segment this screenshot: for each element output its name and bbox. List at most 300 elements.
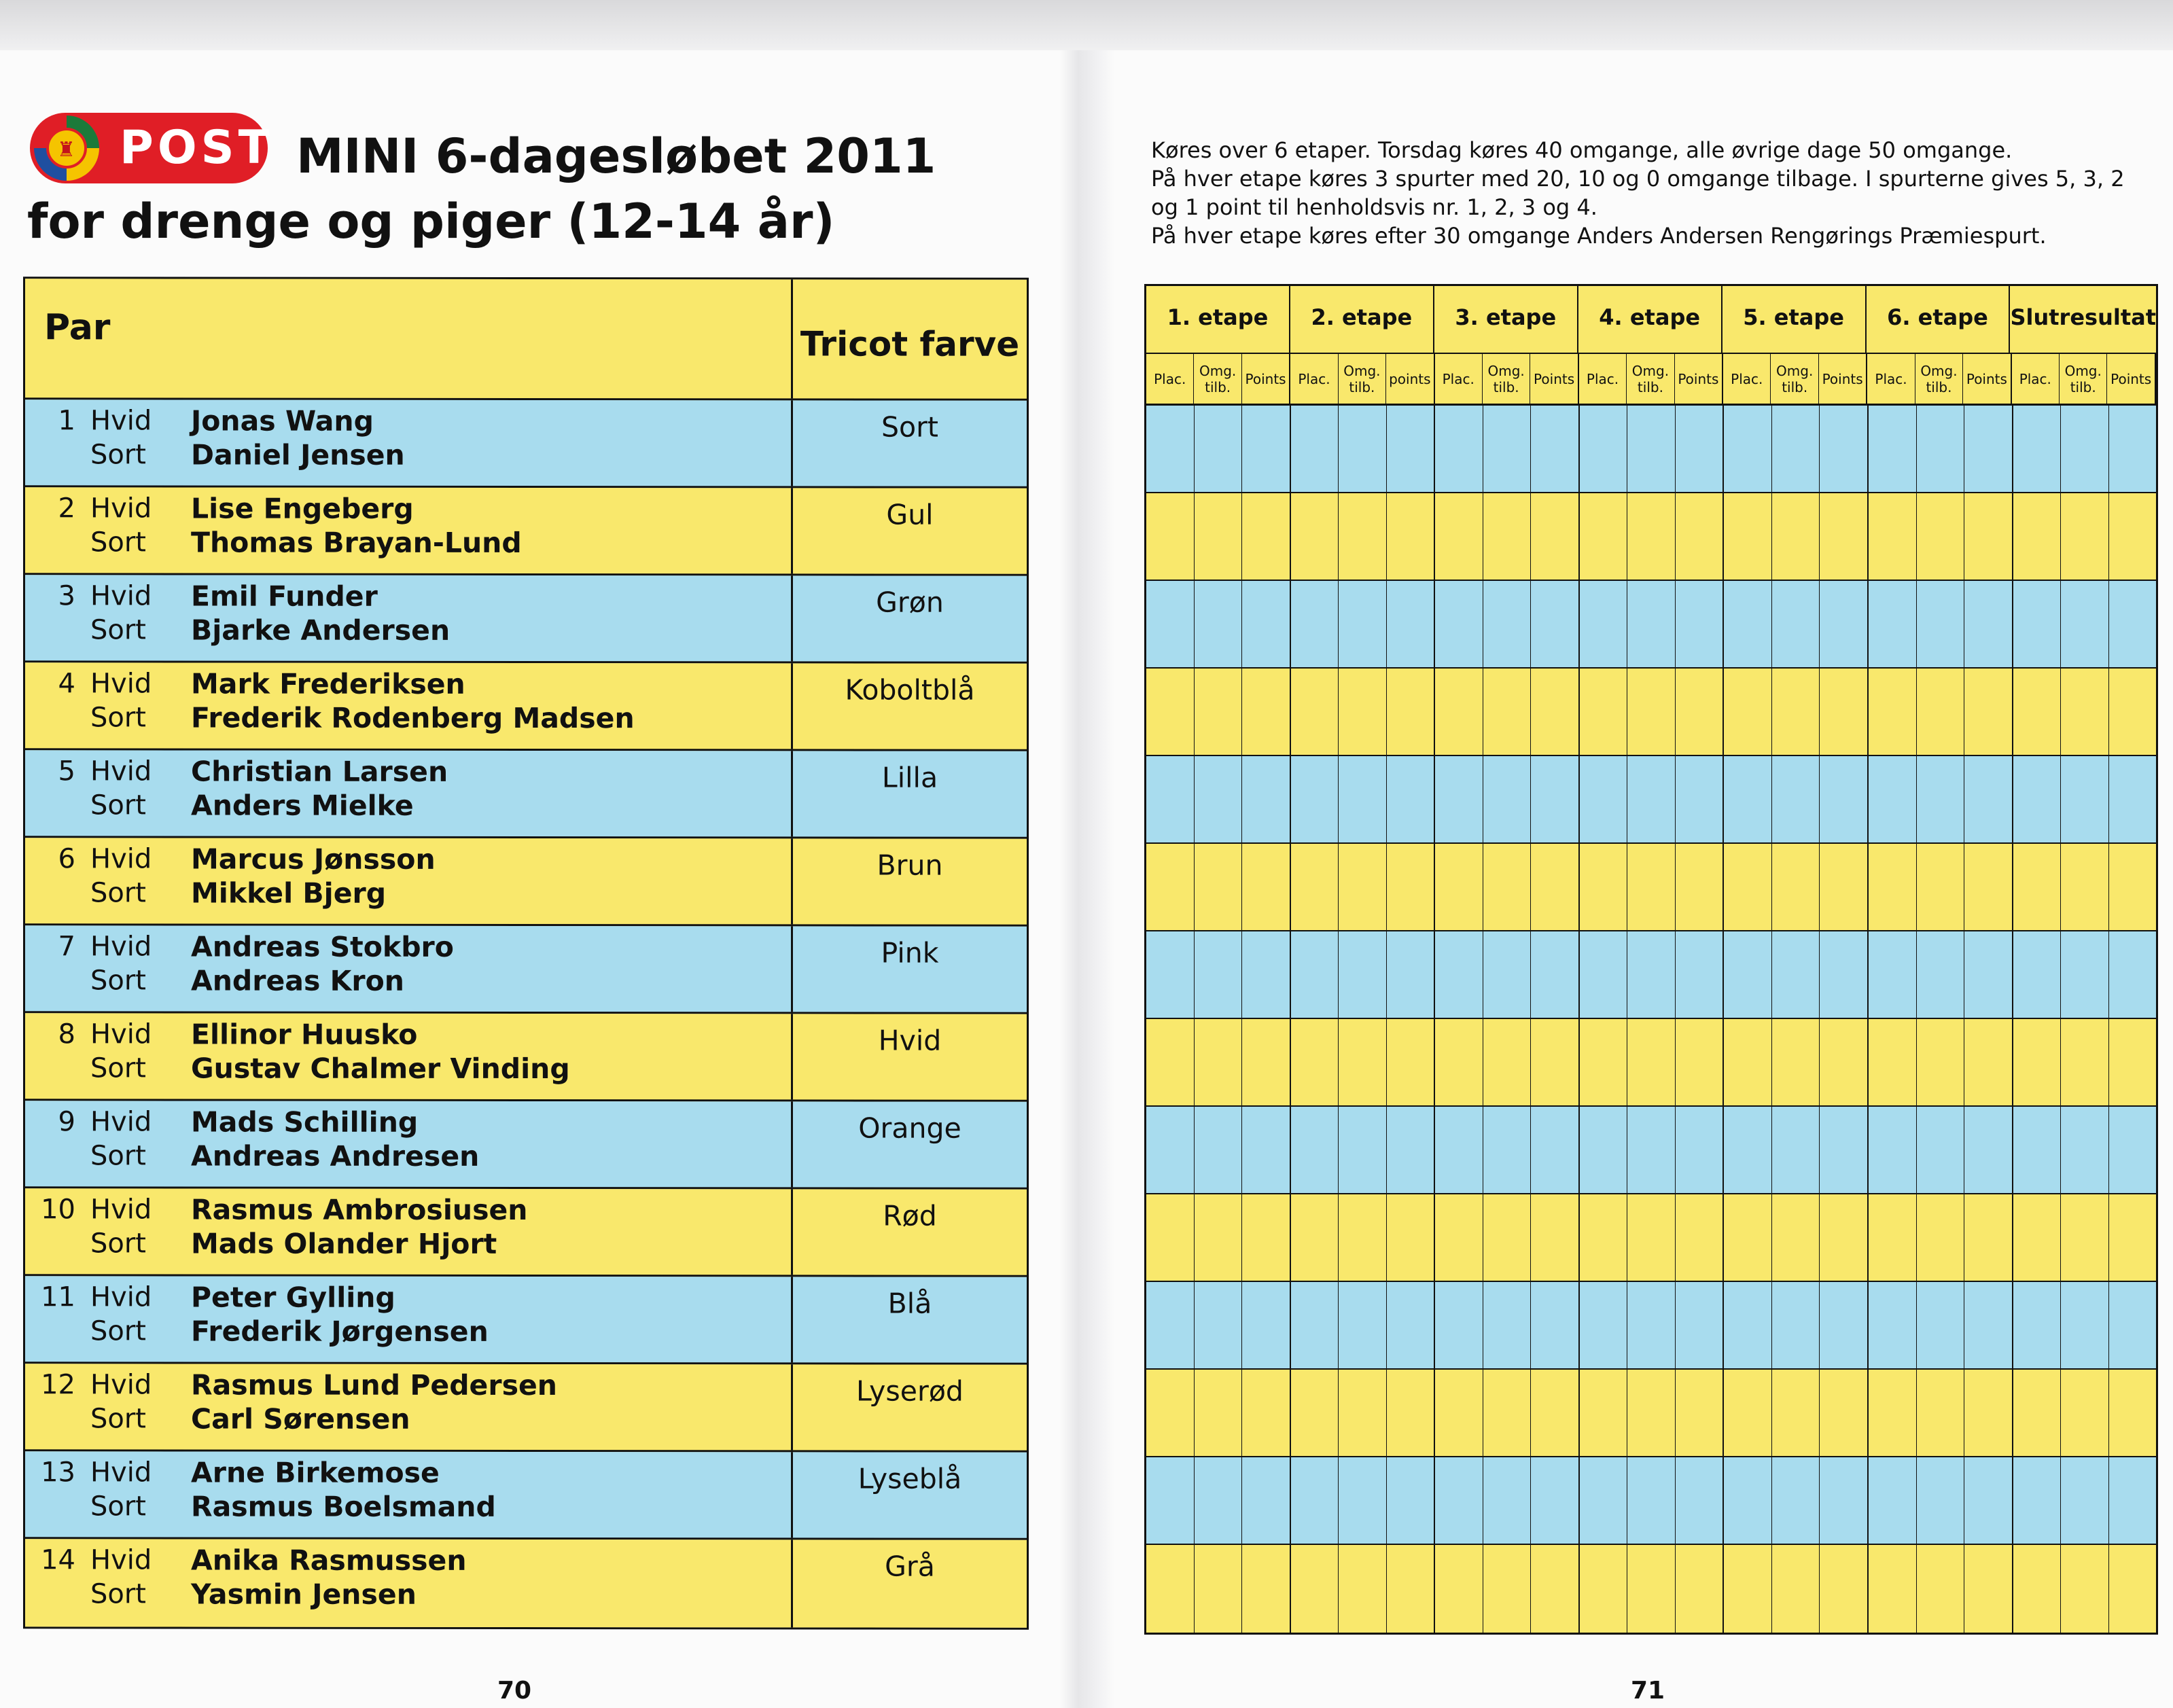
results-cell[interactable] <box>1964 493 2013 580</box>
results-cell[interactable] <box>1580 1194 1628 1281</box>
results-cell[interactable] <box>1724 1107 1772 1193</box>
results-cell[interactable] <box>1242 669 1291 755</box>
results-cell[interactable] <box>2109 406 2157 492</box>
results-cell[interactable] <box>1580 756 1628 842</box>
results-cell[interactable] <box>1146 1545 1195 1633</box>
results-cell[interactable] <box>1387 493 1436 580</box>
results-cell[interactable] <box>1146 493 1195 580</box>
results-cell[interactable] <box>1820 1282 1869 1368</box>
results-cell[interactable] <box>1531 756 1580 842</box>
results-cell[interactable] <box>2013 1282 2062 1368</box>
results-cell[interactable] <box>1627 844 1676 930</box>
results-cell[interactable] <box>1531 1457 1580 1544</box>
results-cell[interactable] <box>1435 669 1483 755</box>
results-cell[interactable] <box>2013 1107 2062 1193</box>
results-cell[interactable] <box>1387 1107 1436 1193</box>
results-cell[interactable] <box>2109 931 2157 1018</box>
results-cell[interactable] <box>1146 1019 1195 1105</box>
results-cell[interactable] <box>1772 931 1820 1018</box>
results-cell[interactable] <box>1291 1282 1339 1368</box>
results-cell[interactable] <box>1627 1019 1676 1105</box>
results-cell[interactable] <box>2013 844 2062 930</box>
results-cell[interactable] <box>1820 1194 1869 1281</box>
results-cell[interactable] <box>1676 844 1725 930</box>
results-cell[interactable] <box>1869 1194 1917 1281</box>
results-cell[interactable] <box>2013 1019 2062 1105</box>
results-cell[interactable] <box>1676 931 1725 1018</box>
results-cell[interactable] <box>1195 1107 1243 1193</box>
results-cell[interactable] <box>2109 844 2157 930</box>
results-cell[interactable] <box>1339 406 1387 492</box>
results-cell[interactable] <box>1627 1194 1676 1281</box>
results-cell[interactable] <box>1724 1282 1772 1368</box>
results-cell[interactable] <box>1435 1107 1483 1193</box>
results-cell[interactable] <box>1627 493 1676 580</box>
results-cell[interactable] <box>1531 844 1580 930</box>
results-cell[interactable] <box>1339 1545 1387 1633</box>
results-cell[interactable] <box>1435 844 1483 930</box>
pair-row <box>25 750 1027 839</box>
results-cell[interactable] <box>1772 1545 1820 1633</box>
results-cell[interactable] <box>1676 1370 1725 1456</box>
results-cell[interactable] <box>1676 1194 1725 1281</box>
results-cell[interactable] <box>1772 1019 1820 1105</box>
results-cell[interactable] <box>1580 931 1628 1018</box>
results-cell[interactable] <box>1195 931 1243 1018</box>
results-cell[interactable] <box>1820 581 1869 667</box>
results-cell[interactable] <box>1869 1545 1917 1633</box>
results-cell[interactable] <box>1772 756 1820 842</box>
results-cell[interactable] <box>1195 406 1243 492</box>
results-cell[interactable] <box>1387 1282 1436 1368</box>
results-cell[interactable] <box>1676 1282 1725 1368</box>
results-cell[interactable] <box>1724 1545 1772 1633</box>
results-cell[interactable] <box>2061 1282 2109 1368</box>
results-cell[interactable] <box>1820 1019 1869 1105</box>
results-cell[interactable] <box>2013 1545 2062 1633</box>
results-cell[interactable] <box>1772 1107 1820 1193</box>
results-cell[interactable] <box>1483 1457 1532 1544</box>
results-cell[interactable] <box>1483 1282 1532 1368</box>
results-cell[interactable] <box>1291 1545 1339 1633</box>
results-cell[interactable] <box>2061 756 2109 842</box>
results-cell[interactable] <box>2061 931 2109 1018</box>
results-cell[interactable] <box>1869 1282 1917 1368</box>
results-cell[interactable] <box>1869 493 1917 580</box>
results-cell[interactable] <box>1242 931 1291 1018</box>
results-cell[interactable] <box>1964 844 2013 930</box>
results-cell[interactable] <box>2061 669 2109 755</box>
results-cell[interactable] <box>1146 406 1195 492</box>
results-cell[interactable] <box>1531 1545 1580 1633</box>
results-cell[interactable] <box>1820 1457 1869 1544</box>
results-cell[interactable] <box>1627 756 1676 842</box>
results-cell[interactable] <box>1387 756 1436 842</box>
results-cell[interactable] <box>2061 1370 2109 1456</box>
results-cell[interactable] <box>1772 1370 1820 1456</box>
results-cell[interactable] <box>1195 493 1243 580</box>
results-cell[interactable] <box>1531 931 1580 1018</box>
results-cell[interactable] <box>1146 1370 1195 1456</box>
results-cell[interactable] <box>1820 1370 1869 1456</box>
results-cell[interactable] <box>1483 756 1532 842</box>
results-cell[interactable] <box>1580 406 1628 492</box>
results-cell[interactable] <box>1964 1457 2013 1544</box>
results-cell[interactable] <box>1242 1194 1291 1281</box>
results-cell[interactable] <box>1531 1194 1580 1281</box>
results-cell[interactable] <box>1627 1457 1676 1544</box>
results-cell[interactable] <box>1724 1457 1772 1544</box>
results-cell[interactable] <box>2061 493 2109 580</box>
results-cell[interactable] <box>1146 844 1195 930</box>
results-cell[interactable] <box>1146 581 1195 667</box>
results-row <box>1146 1107 2156 1194</box>
results-cell[interactable] <box>1291 1019 1339 1105</box>
results-cell[interactable] <box>1964 669 2013 755</box>
results-cell[interactable] <box>1242 1370 1291 1456</box>
results-cell[interactable] <box>1964 1107 2013 1193</box>
results-cell[interactable] <box>1772 1194 1820 1281</box>
results-cell[interactable] <box>1820 1107 1869 1193</box>
results-cell[interactable] <box>1483 1194 1532 1281</box>
results-cell[interactable] <box>1627 1545 1676 1633</box>
results-cell[interactable] <box>2109 669 2157 755</box>
results-cell[interactable] <box>2013 581 2062 667</box>
results-cell[interactable] <box>1531 406 1580 492</box>
results-cell[interactable] <box>1339 493 1387 580</box>
results-cell[interactable] <box>2061 1019 2109 1105</box>
results-cell[interactable] <box>1772 669 1820 755</box>
results-cell[interactable] <box>2013 1370 2062 1456</box>
results-cell[interactable] <box>2109 1370 2157 1456</box>
results-cell[interactable] <box>1339 1107 1387 1193</box>
results-cell[interactable] <box>1869 1370 1917 1456</box>
results-cell[interactable] <box>1820 1545 1869 1633</box>
results-cell[interactable] <box>1724 931 1772 1018</box>
results-cell[interactable] <box>2061 844 2109 930</box>
results-cell[interactable] <box>1387 1545 1436 1633</box>
results-cell[interactable] <box>1291 1194 1339 1281</box>
results-cell[interactable] <box>1291 756 1339 842</box>
results-cell[interactable] <box>1580 581 1628 667</box>
results-cell[interactable] <box>1195 1282 1243 1368</box>
results-cell[interactable] <box>1435 1019 1483 1105</box>
results-cell[interactable] <box>1435 756 1483 842</box>
results-cell[interactable] <box>1387 844 1436 930</box>
results-cell[interactable] <box>1580 1282 1628 1368</box>
results-cell[interactable] <box>1580 493 1628 580</box>
results-cell[interactable] <box>1917 1370 1965 1456</box>
results-row <box>1146 1370 2156 1457</box>
results-cell[interactable] <box>1724 756 1772 842</box>
results-cell[interactable] <box>1917 581 1965 667</box>
results-cell[interactable] <box>1435 1457 1483 1544</box>
results-cell[interactable] <box>1964 1370 2013 1456</box>
results-cell[interactable] <box>1146 1107 1195 1193</box>
results-cell[interactable] <box>1772 844 1820 930</box>
results-cell[interactable] <box>1339 931 1387 1018</box>
results-cell[interactable] <box>1146 1282 1195 1368</box>
results-cell[interactable] <box>1195 1545 1243 1633</box>
results-cell[interactable] <box>1146 1457 1195 1544</box>
results-cell[interactable] <box>2109 1194 2157 1281</box>
results-cell[interactable] <box>1483 493 1532 580</box>
results-cell[interactable] <box>1917 931 1965 1018</box>
results-cell[interactable] <box>1339 1282 1387 1368</box>
results-cell[interactable] <box>1917 756 1965 842</box>
results-cell[interactable] <box>2109 1019 2157 1105</box>
results-cell[interactable] <box>1483 844 1532 930</box>
results-cell[interactable] <box>1435 493 1483 580</box>
results-cell[interactable] <box>1917 1107 1965 1193</box>
results-cell[interactable] <box>1917 1194 1965 1281</box>
results-cell[interactable] <box>2013 1457 2062 1544</box>
results-cell[interactable] <box>1339 1194 1387 1281</box>
results-cell[interactable] <box>1820 931 1869 1018</box>
results-cell[interactable] <box>1291 931 1339 1018</box>
results-cell[interactable] <box>1820 756 1869 842</box>
results-cell[interactable] <box>1869 931 1917 1018</box>
results-cell[interactable] <box>1917 493 1965 580</box>
results-cell[interactable] <box>1724 1019 1772 1105</box>
results-cell[interactable] <box>1627 1370 1676 1456</box>
results-cell[interactable] <box>1724 844 1772 930</box>
results-cell[interactable] <box>1676 406 1725 492</box>
results-cell[interactable] <box>1291 1370 1339 1456</box>
results-cell[interactable] <box>1531 493 1580 580</box>
results-cell[interactable] <box>1242 493 1291 580</box>
results-cell[interactable] <box>2109 493 2157 580</box>
results-cell[interactable] <box>1195 581 1243 667</box>
results-cell[interactable] <box>1195 844 1243 930</box>
results-cell[interactable] <box>2109 1457 2157 1544</box>
results-cell[interactable] <box>2013 493 2062 580</box>
results-cell[interactable] <box>1146 756 1195 842</box>
results-cell[interactable] <box>1435 1194 1483 1281</box>
results-cell[interactable] <box>1869 1107 1917 1193</box>
results-cell[interactable] <box>1387 406 1436 492</box>
results-cell[interactable] <box>1339 1457 1387 1544</box>
results-cell[interactable] <box>1917 844 1965 930</box>
results-cell[interactable] <box>2109 1107 2157 1193</box>
results-cell[interactable] <box>1869 581 1917 667</box>
results-cell[interactable] <box>1676 1457 1725 1544</box>
results-cell[interactable] <box>1820 493 1869 580</box>
results-cell[interactable] <box>2013 931 2062 1018</box>
results-cell[interactable] <box>1483 931 1532 1018</box>
results-cell[interactable] <box>1291 669 1339 755</box>
results-cell[interactable] <box>1435 1370 1483 1456</box>
results-cell[interactable] <box>2013 756 2062 842</box>
results-cell[interactable] <box>1627 931 1676 1018</box>
results-cell[interactable] <box>1242 1282 1291 1368</box>
results-cell[interactable] <box>2013 669 2062 755</box>
results-cell[interactable] <box>2061 406 2109 492</box>
results-cell[interactable] <box>1580 669 1628 755</box>
results-cell[interactable] <box>1820 406 1869 492</box>
results-cell[interactable] <box>1917 1019 1965 1105</box>
results-cell[interactable] <box>1964 1282 2013 1368</box>
results-cell[interactable] <box>1724 669 1772 755</box>
results-cell[interactable] <box>1146 1194 1195 1281</box>
results-cell[interactable] <box>1580 1107 1628 1193</box>
results-cell[interactable] <box>1339 1370 1387 1456</box>
results-cell[interactable] <box>1387 931 1436 1018</box>
results-cell[interactable] <box>1676 756 1725 842</box>
results-cell[interactable] <box>1435 1545 1483 1633</box>
results-cell[interactable] <box>1339 844 1387 930</box>
results-cell[interactable] <box>1724 493 1772 580</box>
results-cell[interactable] <box>1483 1107 1532 1193</box>
results-cell[interactable] <box>1195 1019 1243 1105</box>
results-cell[interactable] <box>1772 1282 1820 1368</box>
results-cell[interactable] <box>1435 581 1483 667</box>
results-cell[interactable] <box>1917 1282 1965 1368</box>
results-cell[interactable] <box>1242 756 1291 842</box>
results-cell[interactable] <box>1339 581 1387 667</box>
results-cell[interactable] <box>1195 756 1243 842</box>
results-cell[interactable] <box>1964 931 2013 1018</box>
results-cell[interactable] <box>1676 1019 1725 1105</box>
results-cell[interactable] <box>1676 493 1725 580</box>
results-cell[interactable] <box>1724 1370 1772 1456</box>
results-cell[interactable] <box>1964 1019 2013 1105</box>
results-cell[interactable] <box>2109 756 2157 842</box>
results-cell[interactable] <box>1387 1194 1436 1281</box>
results-cell[interactable] <box>1339 669 1387 755</box>
results-cell[interactable] <box>1435 1282 1483 1368</box>
results-cell[interactable] <box>1339 1019 1387 1105</box>
results-cell[interactable] <box>2061 1107 2109 1193</box>
results-cell[interactable] <box>1772 493 1820 580</box>
results-cell[interactable] <box>1772 581 1820 667</box>
results-cell[interactable] <box>1291 406 1339 492</box>
results-cell[interactable] <box>1483 1545 1532 1633</box>
results-cell[interactable] <box>1676 1545 1725 1633</box>
results-cell[interactable] <box>1869 1019 1917 1105</box>
results-cell[interactable] <box>1676 581 1725 667</box>
results-cell[interactable] <box>1580 1545 1628 1633</box>
results-cell[interactable] <box>1531 581 1580 667</box>
results-cell[interactable] <box>1580 844 1628 930</box>
results-cell[interactable] <box>1483 581 1532 667</box>
results-cell[interactable] <box>2061 1457 2109 1544</box>
results-cell[interactable] <box>1146 669 1195 755</box>
results-cell[interactable] <box>1531 1282 1580 1368</box>
results-cell[interactable] <box>1580 1370 1628 1456</box>
results-cell[interactable] <box>1483 669 1532 755</box>
results-cell[interactable] <box>2109 1545 2157 1633</box>
results-cell[interactable] <box>1772 1457 1820 1544</box>
results-cell[interactable] <box>1483 406 1532 492</box>
results-cell[interactable] <box>1724 406 1772 492</box>
results-cell[interactable] <box>1820 844 1869 930</box>
results-cell[interactable] <box>1483 1370 1532 1456</box>
results-cell[interactable] <box>1869 406 1917 492</box>
results-cell[interactable] <box>1387 581 1436 667</box>
results-cell[interactable] <box>1291 844 1339 930</box>
results-cell[interactable] <box>1291 1457 1339 1544</box>
results-cell[interactable] <box>1869 1457 1917 1544</box>
results-cell[interactable] <box>1195 1194 1243 1281</box>
results-cell[interactable] <box>1724 581 1772 667</box>
results-cell[interactable] <box>1917 1457 1965 1544</box>
results-cell[interactable] <box>1627 406 1676 492</box>
results-cell[interactable] <box>1869 844 1917 930</box>
results-cell[interactable] <box>2061 1545 2109 1633</box>
results-cell[interactable] <box>2061 1194 2109 1281</box>
results-cell[interactable] <box>2109 581 2157 667</box>
results-cell[interactable] <box>1291 493 1339 580</box>
results-cell[interactable] <box>1242 406 1291 492</box>
results-cell[interactable] <box>1242 581 1291 667</box>
results-cell[interactable] <box>1917 1545 1965 1633</box>
results-cell[interactable] <box>1627 581 1676 667</box>
results-cell[interactable] <box>1869 669 1917 755</box>
results-cell[interactable] <box>1242 844 1291 930</box>
results-cell[interactable] <box>1676 1107 1725 1193</box>
results-cell[interactable] <box>1531 1107 1580 1193</box>
results-cell[interactable] <box>1195 669 1243 755</box>
results-cell[interactable] <box>1772 406 1820 492</box>
results-cell[interactable] <box>1869 756 1917 842</box>
results-cell[interactable] <box>2061 581 2109 667</box>
results-cell[interactable] <box>1387 1019 1436 1105</box>
results-cell[interactable] <box>1724 1194 1772 1281</box>
results-cell[interactable] <box>1531 669 1580 755</box>
results-cell[interactable] <box>1964 756 2013 842</box>
results-cell[interactable] <box>1242 1019 1291 1105</box>
results-cell[interactable] <box>1964 406 2013 492</box>
results-cell[interactable] <box>1917 406 1965 492</box>
results-cell[interactable] <box>1917 669 1965 755</box>
results-cell[interactable] <box>1291 581 1339 667</box>
results-cell[interactable] <box>1339 756 1387 842</box>
results-cell[interactable] <box>1531 1019 1580 1105</box>
results-cell[interactable] <box>1483 1019 1532 1105</box>
results-cell[interactable] <box>1531 1370 1580 1456</box>
results-cell[interactable] <box>1964 1545 2013 1633</box>
pair-row <box>25 1451 1027 1540</box>
results-cell[interactable] <box>1195 1370 1243 1456</box>
results-cell[interactable] <box>2013 406 2062 492</box>
results-cell[interactable] <box>1387 669 1436 755</box>
results-cell[interactable] <box>1580 1019 1628 1105</box>
results-cell[interactable] <box>1580 1457 1628 1544</box>
results-cell[interactable] <box>1242 1457 1291 1544</box>
results-cell[interactable] <box>1435 406 1483 492</box>
results-cell[interactable] <box>1627 1107 1676 1193</box>
results-cell[interactable] <box>2109 1282 2157 1368</box>
results-cell[interactable] <box>2013 1194 2062 1281</box>
rider-name-sort: Bjarke Andersen <box>191 613 450 647</box>
results-cell[interactable] <box>1627 669 1676 755</box>
results-cell[interactable] <box>1964 1194 2013 1281</box>
results-cell[interactable] <box>1676 669 1725 755</box>
results-cell[interactable] <box>1435 931 1483 1018</box>
results-cell[interactable] <box>1627 1282 1676 1368</box>
results-cell[interactable] <box>1387 1457 1436 1544</box>
results-cell[interactable] <box>1291 1107 1339 1193</box>
results-cell[interactable] <box>1146 931 1195 1018</box>
results-cell[interactable] <box>1195 1457 1243 1544</box>
rider-names <box>184 662 793 749</box>
results-cell[interactable] <box>1242 1545 1291 1633</box>
results-cell[interactable] <box>1964 581 2013 667</box>
results-cell[interactable] <box>1387 1370 1436 1456</box>
results-cell[interactable] <box>1820 669 1869 755</box>
results-cell[interactable] <box>1242 1107 1291 1193</box>
